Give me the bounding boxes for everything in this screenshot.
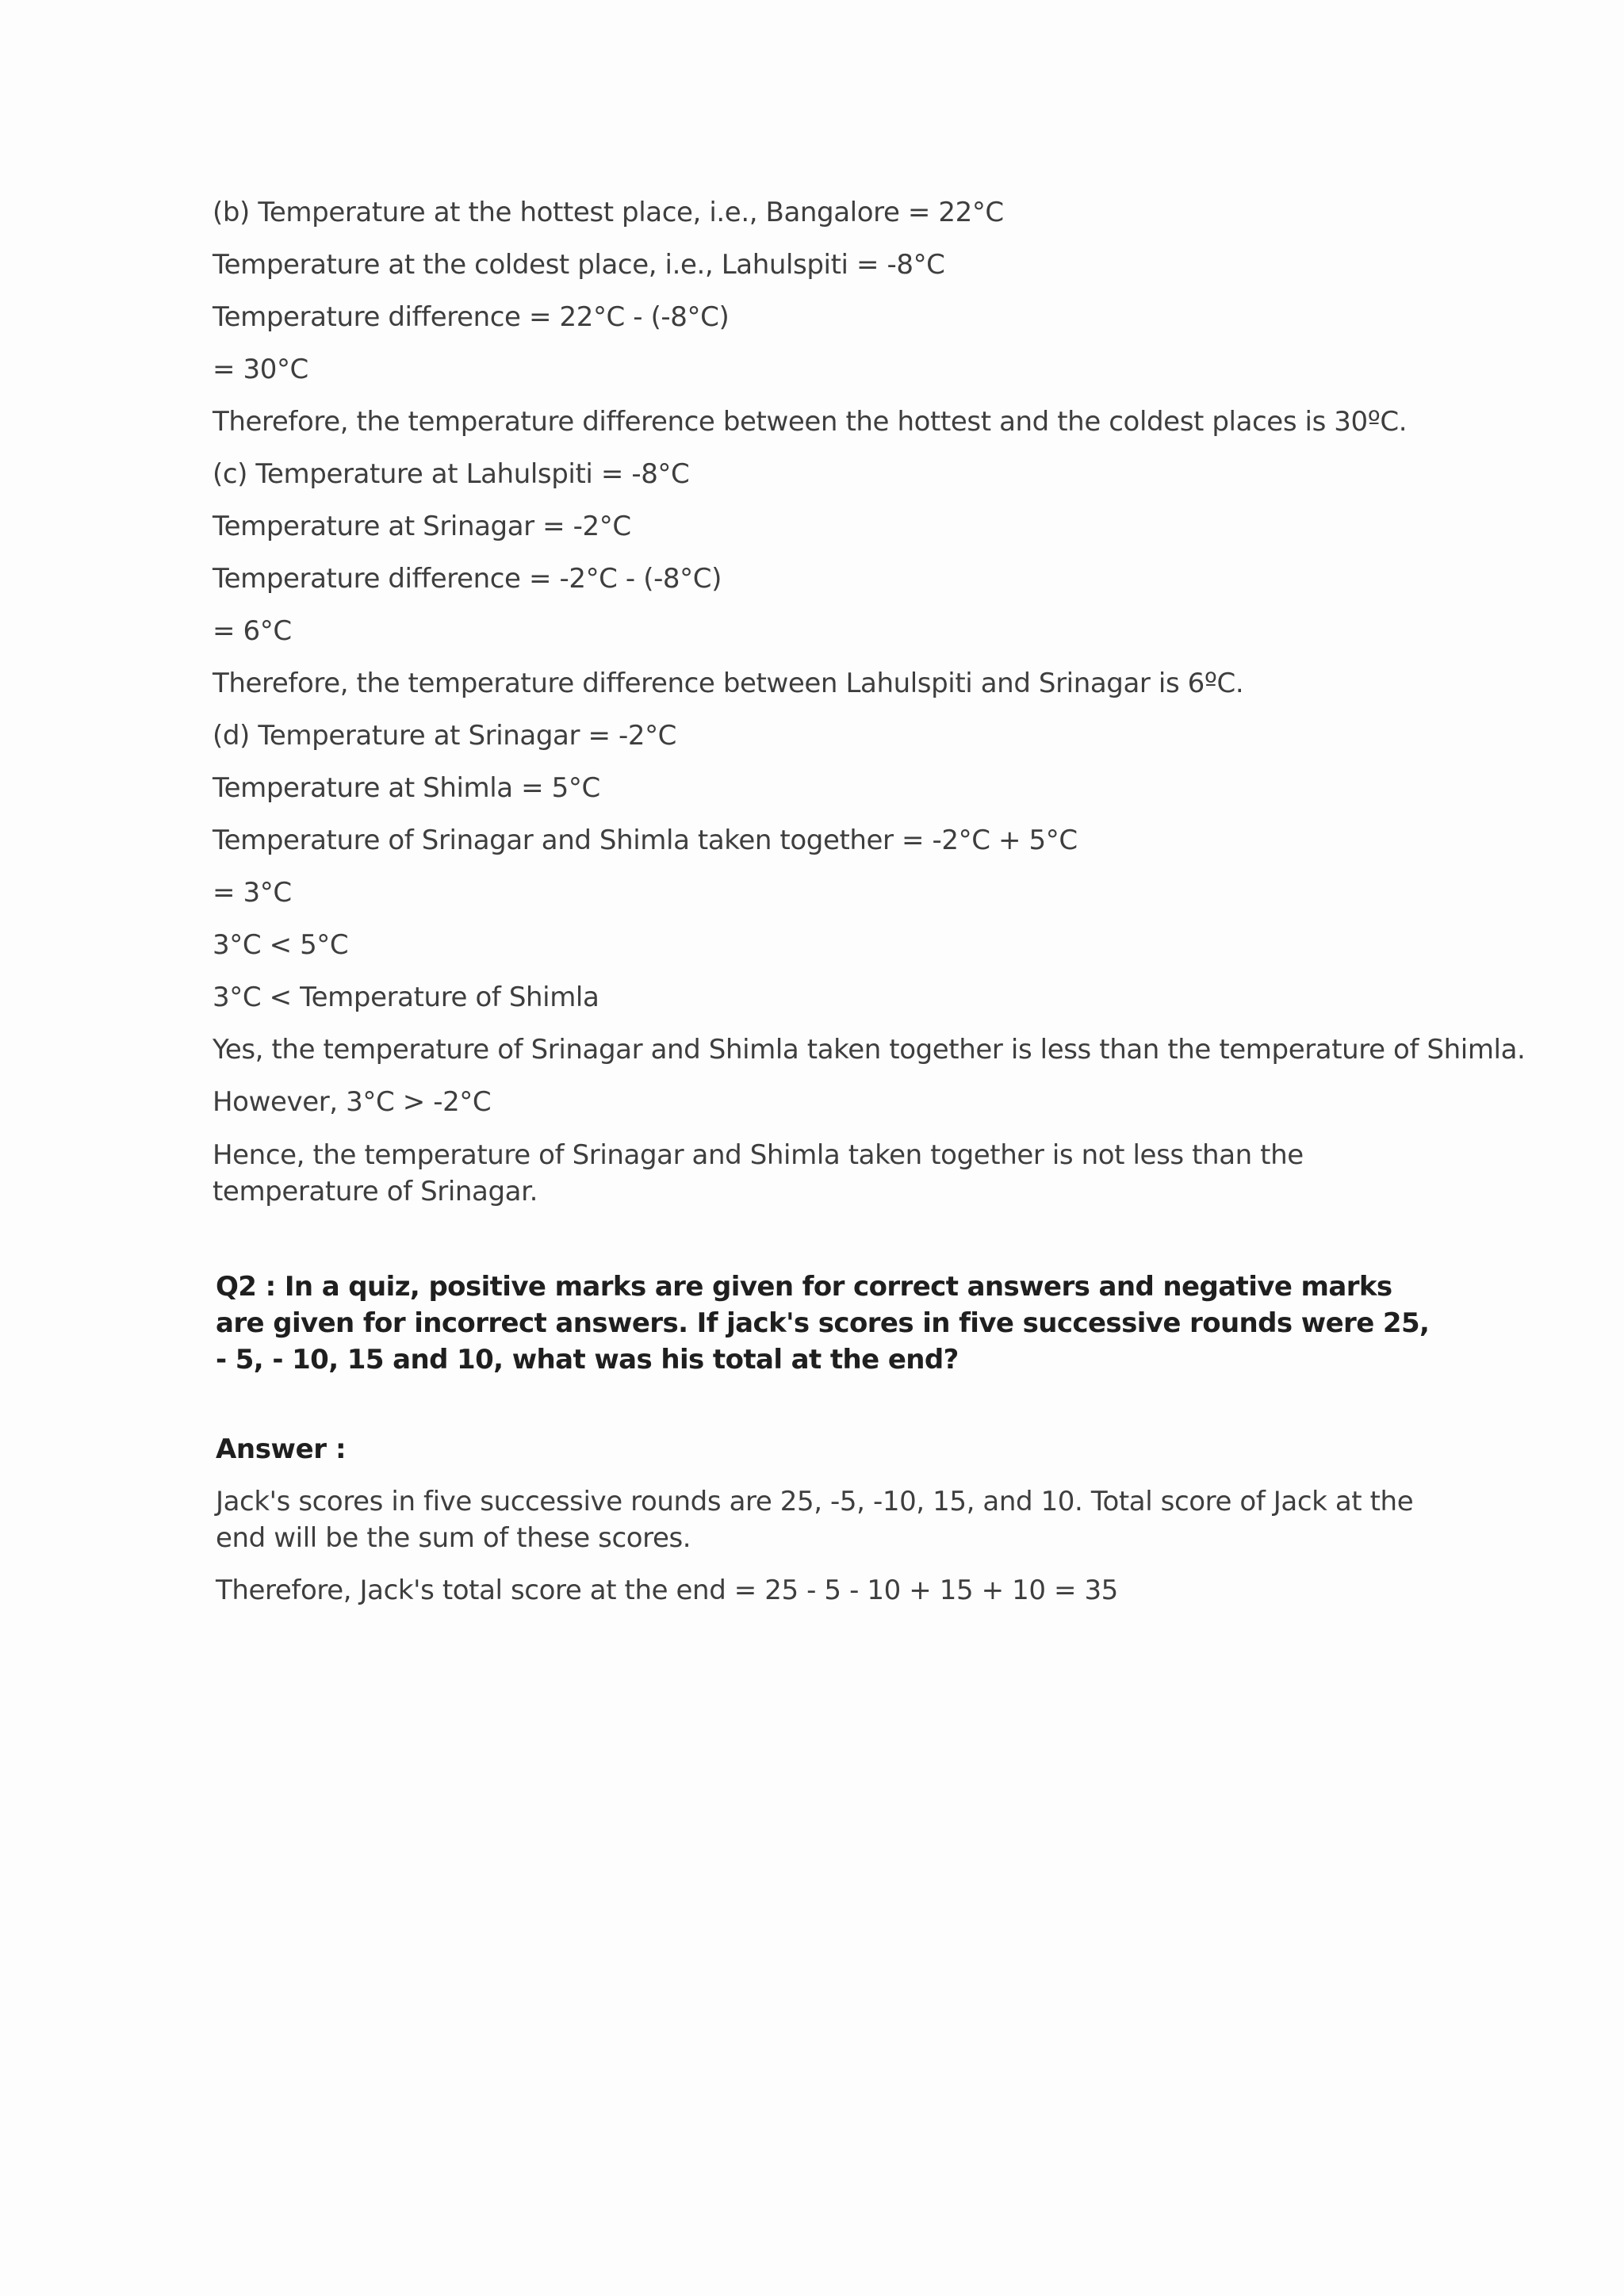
text-line: (b) Temperature at the hottest place, i.e., Bangalore = 22°C (213, 197, 1004, 228)
text-line: Temperature at Shimla = 5°C (213, 772, 600, 804)
text-line: However, 3°C > -2°C (213, 1086, 492, 1118)
part-b-section (213, 195, 1450, 440)
answer-label: Answer : (216, 1433, 347, 1465)
text-line: Temperature difference = 22°C - (-8°C) (213, 301, 730, 333)
text-line: Temperature at the coldest place, i.e., Lahulspiti = -8°C (213, 249, 945, 281)
text-line: Temperature difference = -2°C - (-8°C) (213, 563, 722, 595)
text-line: Therefore, the temperature difference between the hottest and the coldest places is 30ºC. (213, 406, 1408, 438)
text-line: = 6°C (213, 615, 292, 647)
text-line: = 3°C (213, 877, 292, 909)
text-line: (c) Temperature at Lahulspiti = -8°C (213, 458, 690, 490)
answer-result: Therefore, Jack's total score at the end = 25 - 5 - 10 + 15 + 10 = 35 (216, 1575, 1118, 1606)
text-line: Yes, the temperature of Srinagar and Shimla taken together is less than the temperature of Shimla. (213, 1034, 1526, 1066)
part-c-section (213, 457, 1450, 702)
text-line: Temperature of Srinagar and Shimla taken together = -2°C + 5°C (213, 825, 1078, 856)
text-paragraph: Hence, the temperature of Srinagar and Shimla taken together is not less than the temperature of Srinagar. (213, 1139, 1304, 1207)
text-line: (d) Temperature at Srinagar = -2°C (213, 720, 677, 752)
text-line: Temperature at Srinagar = -2°C (213, 511, 631, 542)
text-line: 3°C < 5°C (213, 929, 349, 961)
text-line: Therefore, the temperature difference between Lahulspiti and Srinagar is 6ºC. (213, 668, 1244, 699)
solution-content (213, 195, 1526, 1625)
answer-body (216, 1483, 1450, 1609)
text-line: 3°C < Temperature of Shimla (213, 982, 599, 1013)
answer-paragraph: Jack's scores in five successive rounds are 25, -5, -10, 15, and 10. Total score of Jack at the end will be the sum of these scores. (216, 1486, 1414, 1554)
text-line: = 30°C (213, 354, 308, 385)
question-2: Q2 : In a quiz, positive marks are given for correct answers and negative marks are given for incorrect answers. If jack's scores in five successive rounds were 25, - 5, - 10, 15 and 10, what was his total at the end? (216, 1271, 1430, 1376)
part-d-section (213, 718, 1526, 1210)
